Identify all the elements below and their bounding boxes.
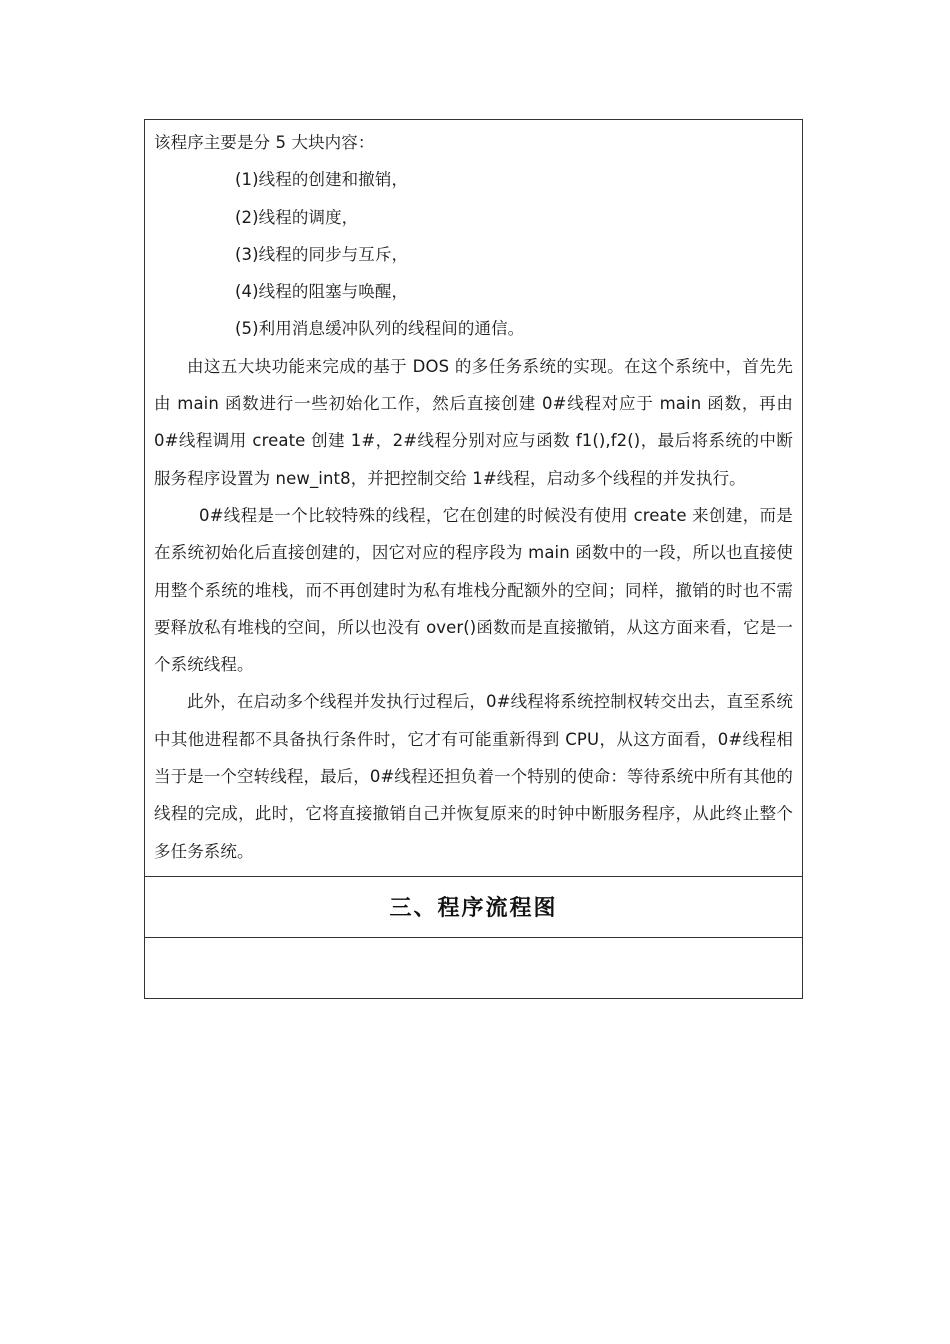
section-heading-cell — [145, 877, 802, 938]
section-heading: 三、程序流程图 — [389, 895, 558, 922]
list-item: (2)线程的调度， — [235, 207, 359, 227]
paragraph-thread-zero-role: 此外，在启动多个线程并发执行过程后，0#线程将系统控制权转交出去，直至系统中其他进程都不具备执行条件时，它才有可能重新得到 CPU，从这方面看，0#线程相当于是一个空转线程，最后，0#线程还担负着一个特别的使命：等待系统中所有其他的线程的完成，此时，它将直接撤销自己并恢复原来的时钟中断服务程序，从此终止整个多任务系统。 — [154, 692, 793, 861]
list-item: (4)线程的阻塞与唤醒， — [235, 282, 409, 302]
paragraph-thread-zero: 0#线程是一个比较特殊的线程，它在创建的时候没有使用 create 来创建，而是在系统初始化后直接创建的，因它对应的程序段为 main 函数中的一段，所以也直接使用整个系统的堆栈，而不再创建时为私有堆栈分配额外的空间；同样，撤销的时也不需要释放私有堆栈的空间，所以也没有 over()函数而是直接撤销，从这方面来看，它是一个系统线程。 — [154, 505, 793, 675]
paragraph-system-overview: 由这五大块功能来完成的基于 DOS 的多任务系统的实现。在这个系统中，首先先由 main 函数进行一些初始化工作，然后直接创建 0#线程对应于 main 函数，再由 0#线程调用 create 创建 1#，2#线程分别对应与函数 f1(),f2()，最后将系统的中断服务程序设置为 new_int8，并把控制交给 1#线程，启动多个线程的并发执行。 — [154, 356, 793, 488]
list-item: (5)利用消息缓冲队列的线程间的通信。 — [235, 319, 525, 339]
intro-line: 该程序主要是分 5 大块内容： — [154, 133, 375, 152]
flowchart-cell — [145, 938, 802, 998]
content-cell — [145, 120, 802, 877]
document-table — [144, 119, 803, 999]
list-item: (1)线程的创建和撤销， — [235, 170, 409, 190]
list-item: (3)线程的同步与互斥， — [235, 244, 409, 264]
